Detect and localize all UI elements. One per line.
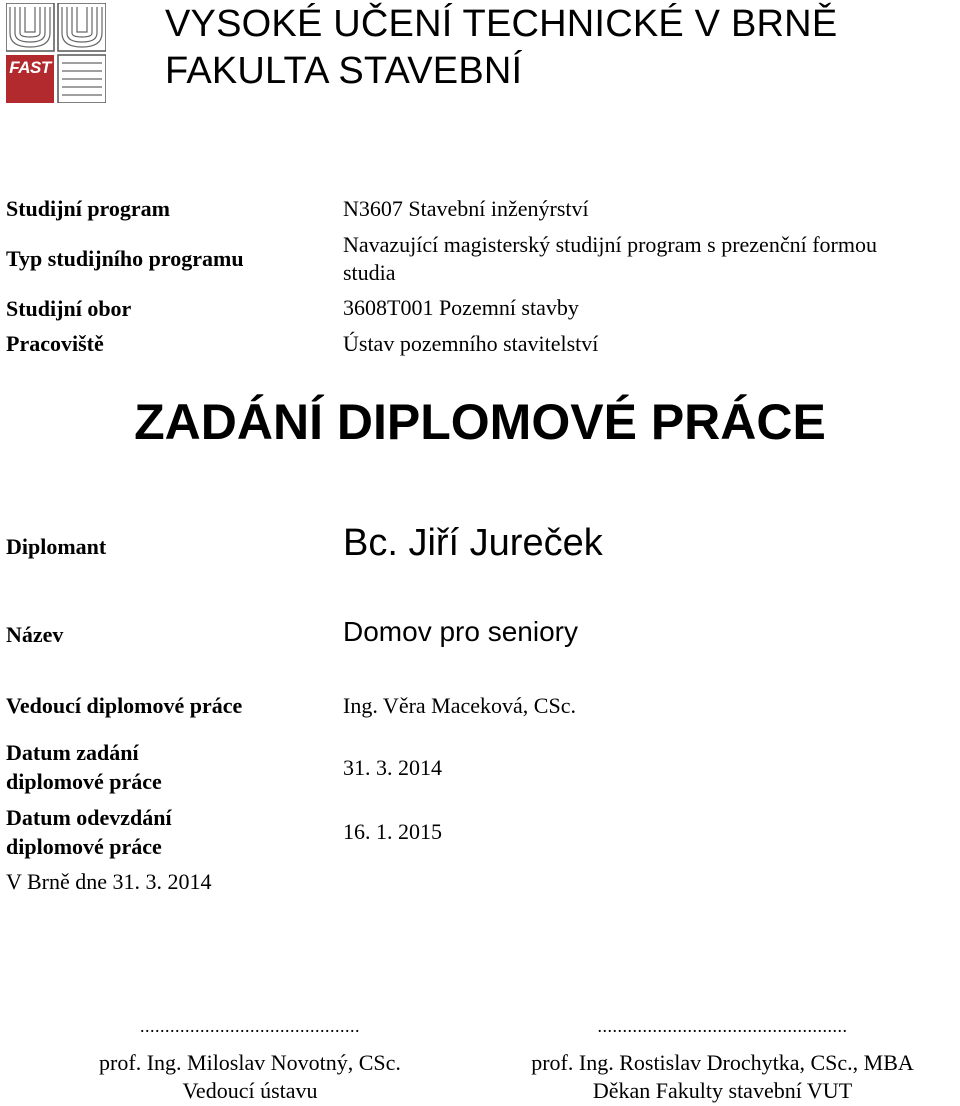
- due-date: 16. 1. 2015: [343, 819, 442, 844]
- logo-text: FAST: [9, 58, 51, 77]
- department-label: Pracoviště: [6, 331, 104, 356]
- signature-line-right: ..................................................: [597, 1016, 848, 1036]
- title-label: Název: [6, 622, 64, 647]
- due-label: Datum odevzdání: [6, 805, 172, 830]
- supervisor-label: Vedoucí diplomové práce: [6, 693, 243, 718]
- faculty-name: FAKULTA STAVEBNÍ: [165, 50, 523, 92]
- program-type-label: Typ studijního programu: [6, 246, 244, 271]
- program-value: N3607 Stavební inženýrství: [343, 196, 589, 221]
- university-name: VYSOKÉ UČENÍ TECHNICKÉ V BRNĚ: [165, 3, 838, 45]
- field-label: Studijní obor: [6, 296, 132, 321]
- student-label: Diplomant: [6, 534, 107, 559]
- program-type-value-cont: studia: [343, 260, 396, 285]
- signature-name-left: prof. Ing. Miloslav Novotný, CSc.: [99, 1050, 401, 1075]
- signature-name-right: prof. Ing. Rostislav Drochytka, CSc., MBA: [531, 1050, 914, 1075]
- fast-logo: [6, 3, 106, 103]
- program-type-value: Navazující magisterský studijní program s prezenční formou: [343, 232, 877, 257]
- due-label-cont: diplomové práce: [6, 834, 162, 859]
- assigned-label: Datum zadání: [6, 740, 139, 765]
- place-date: V Brně dne 31. 3. 2014: [6, 869, 212, 894]
- document-heading: ZADÁNÍ DIPLOMOVÉ PRÁCE: [134, 394, 826, 450]
- signature-role-left: Vedoucí ústavu: [182, 1078, 318, 1103]
- signature-line-left: ............................................: [140, 1016, 360, 1036]
- supervisor-name: Ing. Věra Maceková, CSc.: [343, 693, 576, 718]
- thesis-title: Domov pro seniory: [343, 616, 578, 647]
- signature-role-right: Děkan Fakulty stavební VUT: [592, 1078, 853, 1103]
- field-value: 3608T001 Pozemní stavby: [343, 295, 579, 320]
- student-name: Bc. Jiří Jureček: [343, 522, 603, 564]
- program-label: Studijní program: [6, 196, 171, 221]
- assigned-date: 31. 3. 2014: [343, 755, 442, 780]
- assigned-label-cont: diplomové práce: [6, 769, 162, 794]
- department-value: Ústav pozemního stavitelství: [343, 331, 599, 356]
